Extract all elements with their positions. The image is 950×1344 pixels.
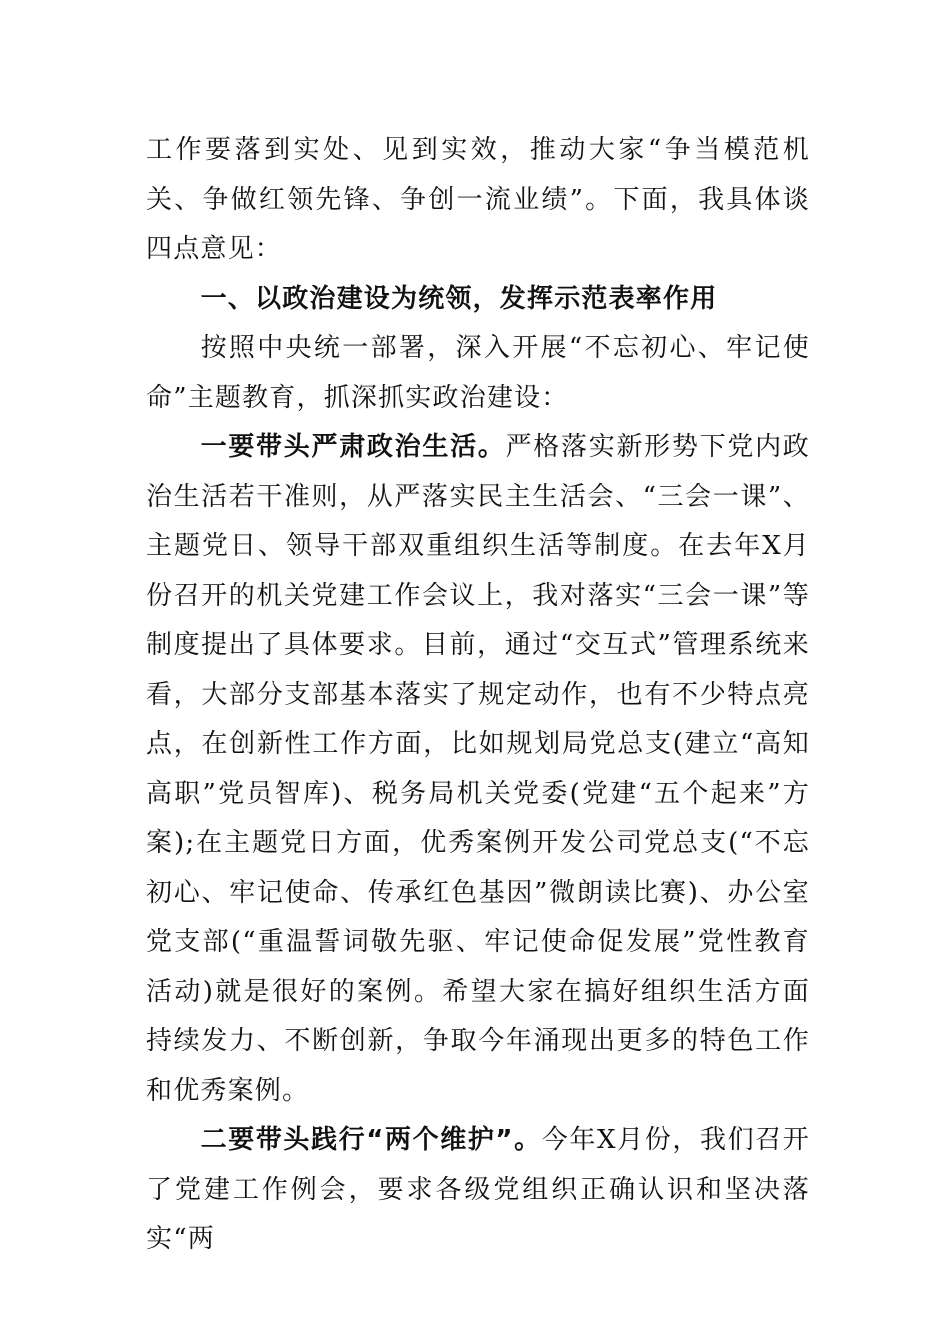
paragraph-point-one <box>146 423 810 1116</box>
paragraph-point-two <box>146 1116 810 1265</box>
section-heading: 一、以政治建设为统领，发挥示范表率作用 <box>200 283 718 314</box>
paragraph-intro: 工作要落到实处、见到实效，推动大家“争当模范机关、争做红领先锋、争创一流业绩”。下面，我具体谈四点意见： <box>146 135 810 264</box>
paragraph-section-intro: 按照中央统一部署，深入开展“不忘初心、牢记使命”主题教育，抓深抓实政治建设： <box>146 333 810 413</box>
point-one-lead: 一要带头严肃政治生活。 <box>200 432 506 462</box>
point-one-text: 严格落实新形势下党内政治生活若干准则，从严落实民主生活会、“三会一课”、主题党日、领导干部双重组织生活等制度。在去年X月份召开的机关党建工作会议上，我对落实“三会一课”等制度提出了具体要求。目前，通过“交互式”管理系统来看，大部分支部基本落实了规定动作，也有不少特点亮点，在创新性工作方面，比如规划局党总支(建立“高知高职”党员智库)、税务局机关党委(党建“五个起来”方案);在主题党日方面，优秀案例开发公司党总支(“不忘初心、牢记使命、传承红色基因”微朗读比赛)、办公室党支部(“重温誓词敬先驱、牢记使命促发展”党性教育活动)就是很好的案例。希望大家在搞好组织生活方面持续发力、不断创新，争取今年涌现出更多的特色工作和优秀案例。 <box>146 432 811 1106</box>
point-two-text: 今年X月份，我们召开了党建工作例会，要求各级党组织正确认识和坚决落实“两 <box>146 1125 811 1254</box>
point-two-lead: 二要带头践行“两个维护”。 <box>200 1125 542 1155</box>
document-body <box>146 126 810 1265</box>
